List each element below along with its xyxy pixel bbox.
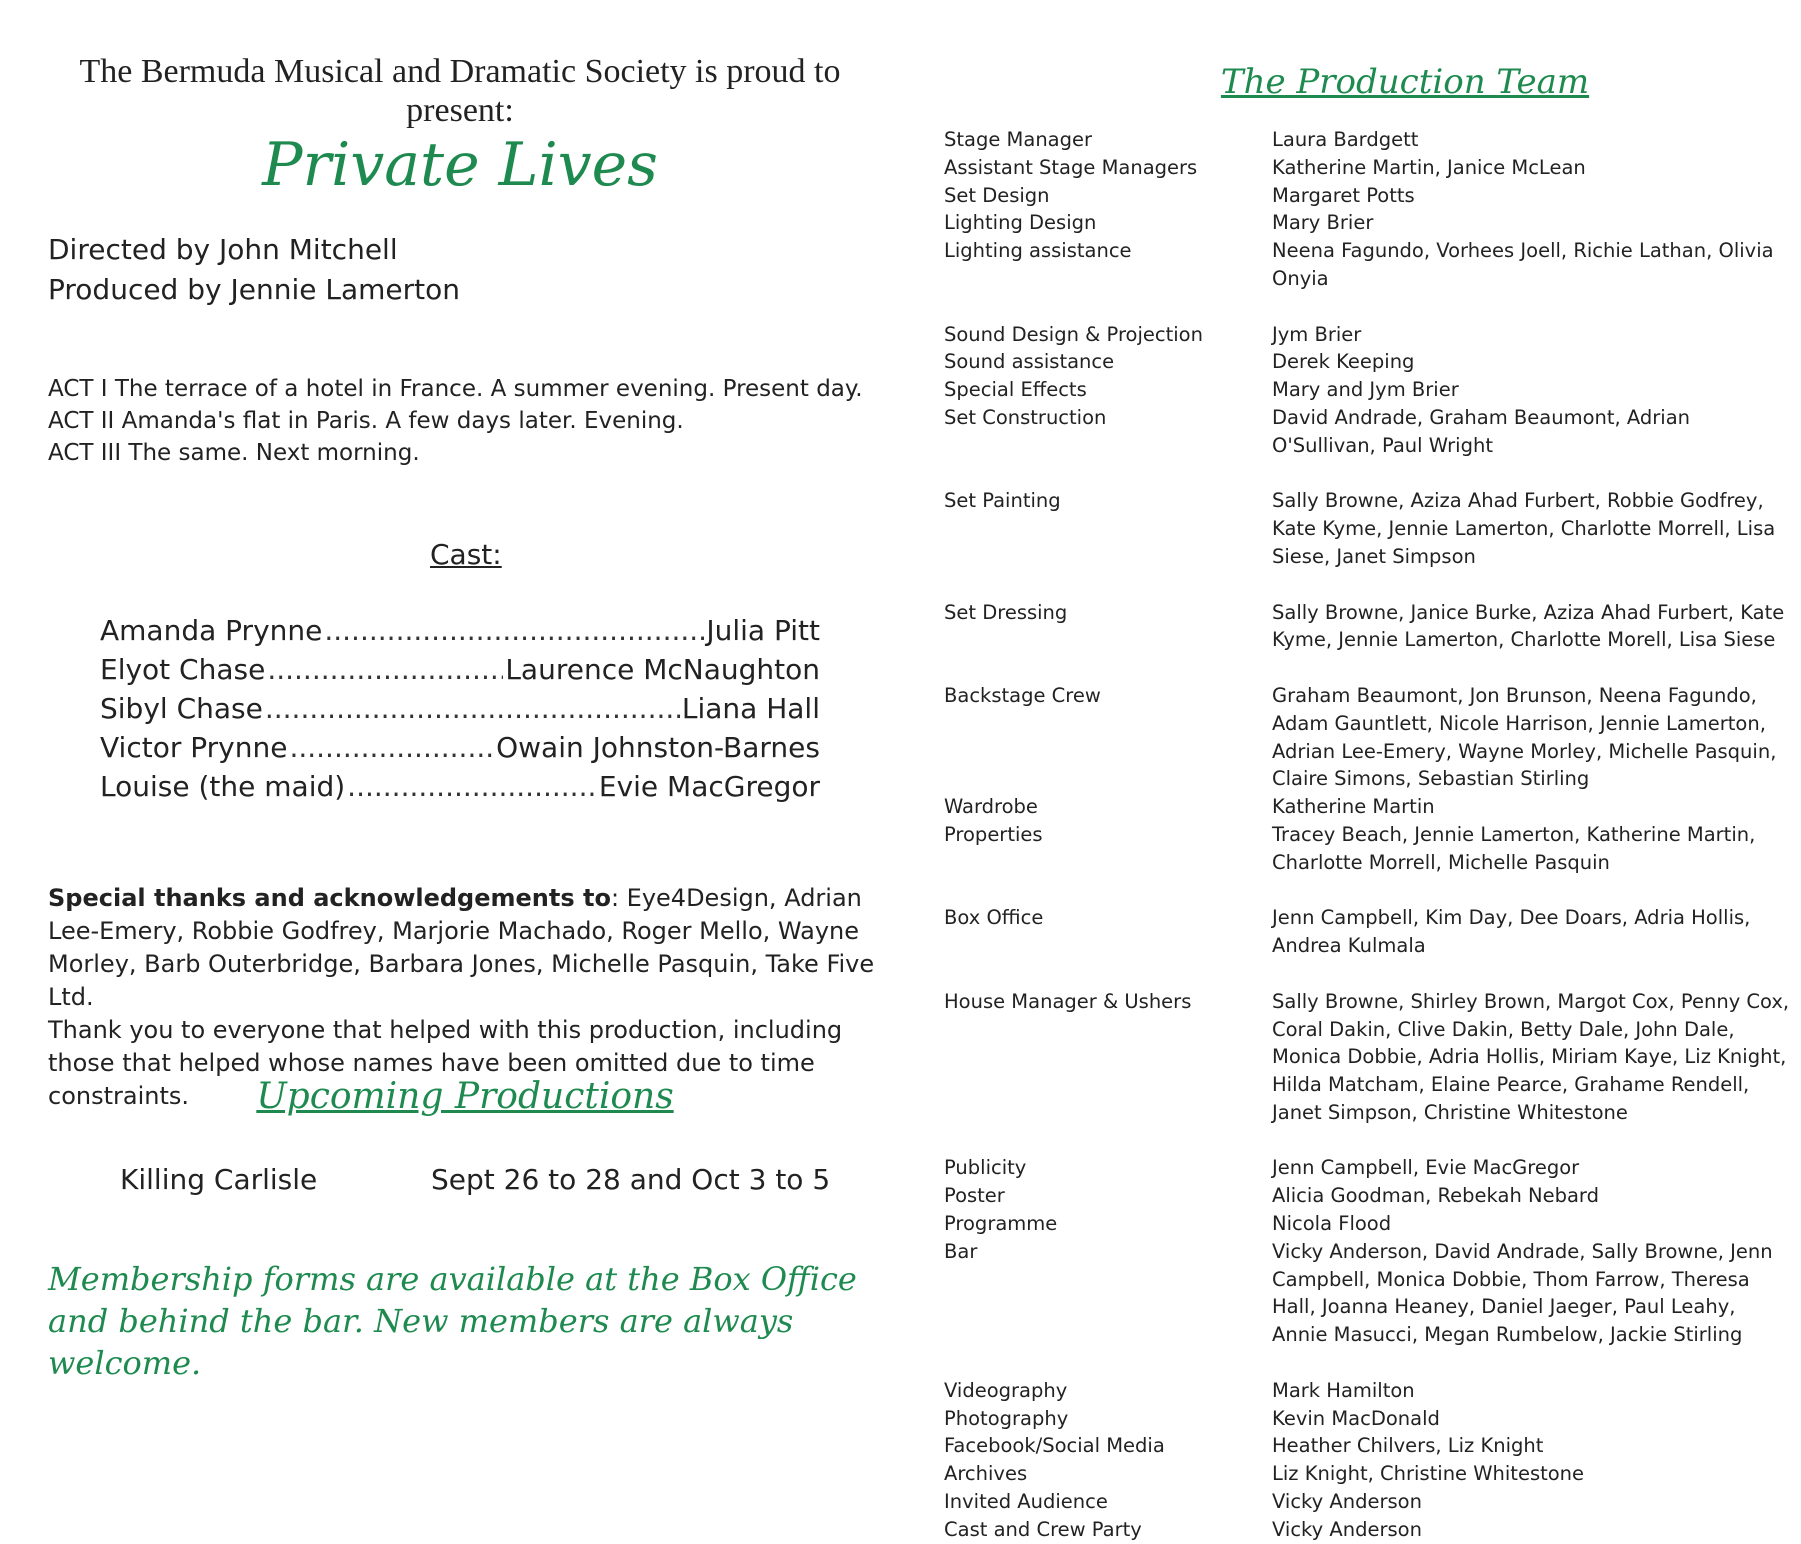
dot-leader	[267, 653, 503, 686]
team-row	[944, 1488, 1794, 1516]
team-row	[944, 1432, 1794, 1460]
team-names: Sally Browne, Aziza Ahad Furbert, Robbie Godfrey, Kate Kyme, Jennie Lamerton, Charlotte Morrell, Lisa Siese, Janet Simpson	[1272, 489, 1776, 568]
act-line: ACT I The terrace of a hotel in France. A summer evening. Present day.	[48, 376, 863, 402]
team-row	[944, 182, 1794, 210]
director-credit: Directed by John Mitchell	[48, 233, 398, 266]
team-row	[944, 988, 1794, 1127]
team-row	[944, 1238, 1794, 1349]
team-role: Assistant Stage Managers	[944, 155, 1198, 179]
team-names: Mark Hamilton	[1272, 1378, 1415, 1402]
team-row	[944, 1516, 1794, 1544]
cast-role: Elyot Chase	[100, 653, 266, 686]
team-names: Alicia Goodman, Rebekah Nebard	[1272, 1184, 1599, 1208]
team-role: Lighting assistance	[944, 239, 1132, 263]
cast-actor: Owain Johnston-Barnes	[496, 731, 820, 764]
right-panel	[930, 0, 1801, 1541]
team-role: Archives	[944, 1462, 1028, 1486]
play-title: Private Lives	[262, 130, 658, 200]
team-role: Facebook/Social Media	[944, 1434, 1165, 1458]
production-team-list	[944, 126, 1794, 1544]
team-role: Lighting Design	[944, 211, 1097, 235]
team-names: Tracey Beach, Jennie Lamerton, Katherine Martin, Charlotte Morrell, Michelle Pasquin	[1272, 822, 1756, 874]
team-names: Vicky Anderson	[1272, 1517, 1422, 1541]
spacer	[944, 1349, 1794, 1377]
team-role: Set Dressing	[944, 600, 1068, 624]
team-names: David Andrade, Graham Beaumont, Adrian O'Sullivan, Paul Wright	[1272, 405, 1691, 457]
team-row	[944, 1377, 1794, 1405]
team-role: Stage Manager	[944, 128, 1093, 151]
cast-heading: Cast:	[430, 538, 502, 571]
act-line: ACT III The same. Next morning.	[48, 440, 420, 466]
team-row	[944, 1405, 1794, 1433]
team-names: Margaret Potts	[1272, 183, 1415, 207]
team-row	[944, 904, 1794, 960]
spacer	[944, 654, 1794, 682]
spacer	[944, 1127, 1794, 1155]
cast-row	[100, 731, 820, 770]
cast-role: Amanda Prynne	[100, 614, 323, 647]
cast-row	[100, 770, 820, 809]
team-row	[944, 404, 1794, 460]
team-row	[944, 237, 1794, 293]
team-role: Poster	[944, 1184, 1005, 1208]
cast-row	[100, 614, 820, 653]
thanks-names: : Eye4Design, Adrian Lee-Emery, Robbie Godfrey, Marjorie Machado, Roger Mello, Wayne Morley, Barb Outerbridge, Barbara Jones, Michelle Pasquin, Take Five Ltd.	[48, 884, 875, 1011]
team-role: Programme	[944, 1212, 1058, 1236]
team-role: Bar	[944, 1239, 978, 1263]
team-row	[944, 126, 1794, 154]
team-role: Backstage Crew	[944, 683, 1101, 707]
team-role: Set Painting	[944, 489, 1061, 513]
team-role: Set Construction	[944, 405, 1107, 429]
team-names: Nicola Flood	[1272, 1212, 1392, 1236]
team-row	[944, 376, 1794, 404]
cast-list	[100, 614, 820, 809]
credits	[48, 230, 460, 310]
thanks-paragraph	[48, 882, 888, 1014]
producer-credit: Produced by Jennie Lamerton	[48, 273, 460, 306]
cast-actor: Laurence McNaughton	[505, 653, 820, 686]
team-names: Kevin MacDonald	[1272, 1406, 1440, 1430]
cast-role: Victor Prynne	[100, 731, 288, 764]
team-names: Liz Knight, Christine Whitestone	[1272, 1462, 1585, 1486]
team-names: Heather Chilvers, Liz Knight	[1272, 1434, 1544, 1458]
team-row	[944, 487, 1794, 570]
team-role: House Manager & Ushers	[944, 989, 1192, 1013]
team-row	[944, 1182, 1794, 1210]
team-names: Vicky Anderson	[1272, 1490, 1422, 1514]
thanks-note: Thank you to everyone that helped with this production, including those that helped whose names have been omitted due to time constraints.	[48, 1016, 843, 1110]
team-row	[944, 793, 1794, 821]
cast-role: Sibyl Chase	[100, 692, 263, 725]
team-names: Jym Brier	[1272, 322, 1362, 346]
team-names: Jenn Campbell, Kim Day, Dee Doars, Adria Hollis, Andrea Kulmala	[1272, 906, 1751, 958]
thanks-label: Special thanks and acknowledgements to	[48, 884, 611, 912]
upcoming-dates: Sept 26 to 28 and Oct 3 to 5	[431, 1163, 831, 1196]
team-names: Sally Browne, Shirley Brown, Margot Cox, Penny Cox, Coral Dakin, Clive Dakin, Betty Dale, John Dale, Monica Dobbie, Adria Hollis, Miriam Kaye, Liz Knight, Hilda Matcham, Elaine Pearce, Grahame Rendell, Janet Simpson, Christine Whitestone	[1272, 989, 1790, 1124]
team-row	[944, 1210, 1794, 1238]
cast-actor: Evie MacGregor	[598, 770, 820, 803]
team-names: Jenn Campbell, Evie MacGregor	[1272, 1156, 1580, 1180]
team-role: Sound Design & Projection	[944, 322, 1203, 346]
team-names: Mary and Jym Brier	[1272, 378, 1459, 402]
team-heading: The Production Team	[1220, 62, 1590, 102]
dot-leader	[324, 614, 704, 647]
act-line: ACT II Amanda's flat in Paris. A few days later. Evening.	[48, 408, 684, 434]
team-names: Katherine Martin, Janice McLean	[1272, 155, 1586, 179]
cast-row	[100, 653, 820, 692]
team-row	[944, 154, 1794, 182]
upcoming-item	[120, 1163, 830, 1196]
team-row	[944, 348, 1794, 376]
spacer	[944, 877, 1794, 905]
spacer	[944, 960, 1794, 988]
team-role: Publicity	[944, 1156, 1027, 1180]
team-row	[944, 599, 1794, 655]
team-role: Box Office	[944, 906, 1044, 930]
team-names: Derek Keeping	[1272, 350, 1415, 374]
team-row	[944, 321, 1794, 349]
left-panel	[0, 0, 900, 1392]
team-row	[944, 821, 1794, 877]
upcoming-heading: Upcoming Productions	[256, 1076, 674, 1117]
team-role: Sound assistance	[944, 350, 1115, 374]
team-names: Sally Browne, Janice Burke, Aziza Ahad Furbert, Kate Kyme, Jennie Lamerton, Charlotte Morell, Lisa Siese	[1272, 600, 1785, 652]
spacer	[944, 460, 1794, 488]
team-row	[944, 209, 1794, 237]
team-role: Videography	[944, 1378, 1068, 1402]
team-role: Special Effects	[944, 378, 1087, 402]
cast-actor: Liana Hall	[681, 692, 820, 725]
team-role: Set Design	[944, 183, 1050, 207]
team-names: Mary Brier	[1272, 211, 1374, 235]
cast-actor: Julia Pitt	[706, 614, 820, 647]
team-names: Vicky Anderson, David Andrade, Sally Browne, Jenn Campbell, Monica Dobbie, Thom Farrow, Theresa Hall, Joanna Heaney, Daniel Jaeger, Paul Leahy, Annie Masucci, Megan Rumbelow, Jackie Stirling	[1272, 1239, 1773, 1347]
team-role: Properties	[944, 822, 1043, 846]
team-names: Graham Beaumont, Jon Brunson, Neena Fagundo, Adam Gauntlett, Nicole Harrison, Jennie Lamerton, Adrian Lee-Emery, Wayne Morley, Michelle Pasquin, Claire Simons, Sebastian Stirling	[1272, 683, 1777, 791]
team-names: Katherine Martin	[1272, 795, 1435, 819]
upcoming-show: Killing Carlisle	[120, 1163, 318, 1196]
team-names: Laura Bardgett	[1272, 128, 1419, 151]
dot-leader	[289, 731, 494, 764]
cast-row	[100, 692, 820, 731]
membership-note: Membership forms are available at the Box Office and behind the bar. New members are always welcome.	[48, 1260, 857, 1382]
spacer	[944, 293, 1794, 321]
dot-leader	[265, 692, 680, 725]
team-role: Photography	[944, 1406, 1069, 1430]
team-row	[944, 1460, 1794, 1488]
spacer	[944, 571, 1794, 599]
cast-role: Louise (the maid)	[100, 770, 346, 803]
team-row	[944, 1154, 1794, 1182]
dot-leader	[347, 770, 597, 803]
acts-list	[48, 373, 863, 469]
team-role: Invited Audience	[944, 1490, 1108, 1514]
team-row	[944, 682, 1794, 793]
team-names: Neena Fagundo, Vorhees Joell, Richie Lathan, Olivia Onyia	[1272, 239, 1774, 290]
intro-text: The Bermuda Musical and Dramatic Society is proud to present:	[79, 53, 841, 129]
team-role: Cast and Crew Party	[944, 1517, 1142, 1541]
team-role: Wardrobe	[944, 795, 1038, 819]
